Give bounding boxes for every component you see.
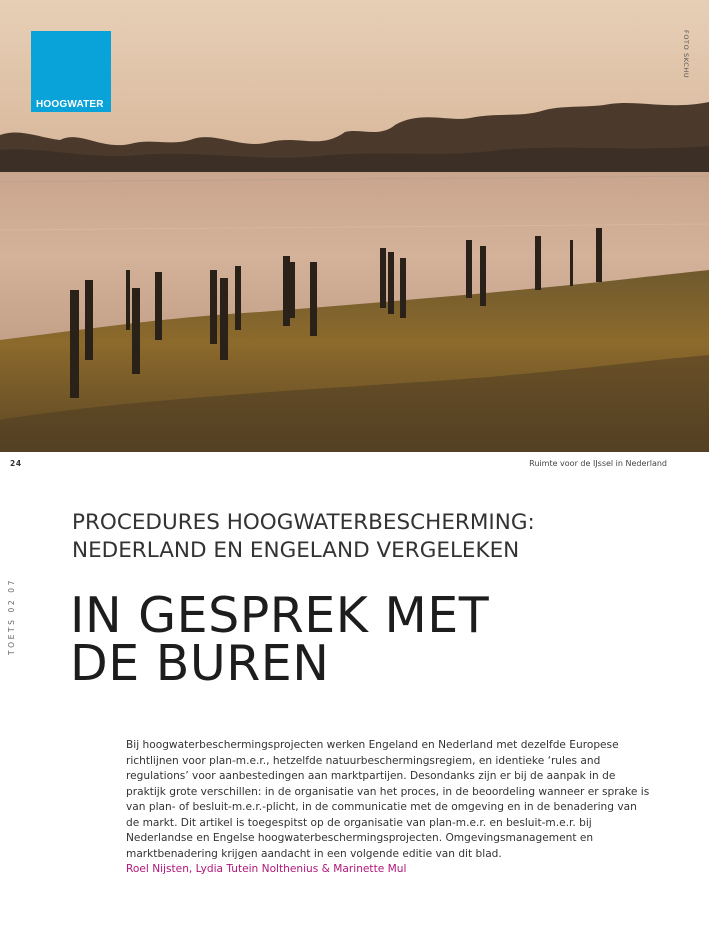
kicker-line-2: NEDERLAND EN ENGELAND VERGELEKEN [72,538,520,563]
article-intro: Bij hoogwaterbeschermingsprojecten werken Engeland en Nederland met dezelfde Europese richtlijnen voor plan-m.e.r., hetzelfde natuurbeschermingsregiem, en identieke ‘rules and regulations’ voor aanbestedingen aan marktpartijen. Desondanks zijn er bij de aanpak in de praktijk grote verschillen: in de organisatie van het proces, in de beoordeling wanneer er sprake is van plan- of besluit-m.e.r.-plicht, in de communicatie met de omgeving en in de benadering van de markt. Dit artikel is toegespitst op de organisatie van plan-m.e.r. en besluit-m.e.r. bij Nederlandse en Engelse hoogwaterbeschermingsprojecten. Omgevingsmanagement en marktbenadering krijgen aandacht in een volgende editie van dit blad. [126,739,650,860]
title-line-2: DE BUREN [70,635,330,692]
section-tag [31,31,111,112]
photo-caption: Ruimte voor de IJssel in Nederland [529,459,667,468]
article-authors: Roel Nijsten, Lydia Tutein Nolthenius & Marinette Mul [126,863,407,875]
title-line-1: IN GESPREK MET [70,587,490,644]
photo-credit: FOTO SKCHU [682,30,690,79]
article-kicker [72,509,672,565]
kicker-line-1: PROCEDURES HOOGWATERBESCHERMING: [72,510,535,535]
page-number: 24 [10,459,22,468]
article-title [70,587,690,692]
section-tag-label: HOOGWATER [36,99,104,110]
journal-label: TOETS 02 07 [7,578,16,656]
